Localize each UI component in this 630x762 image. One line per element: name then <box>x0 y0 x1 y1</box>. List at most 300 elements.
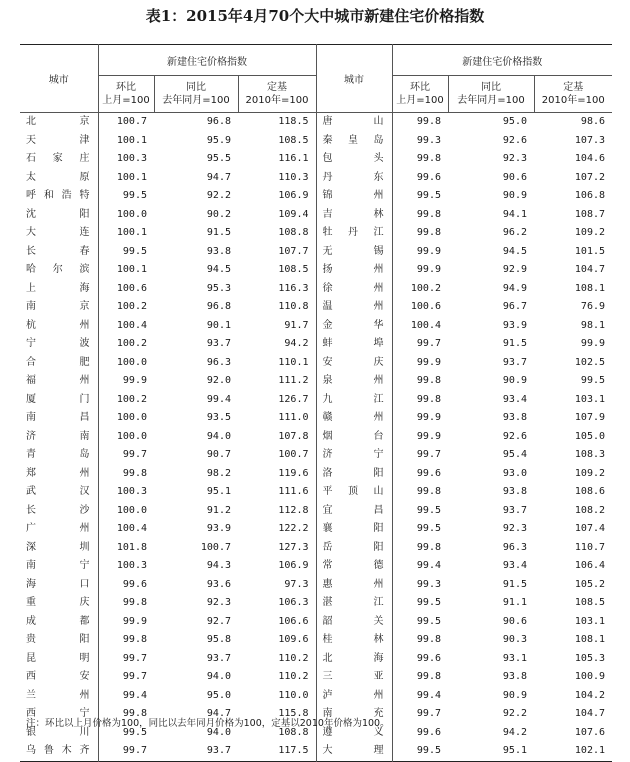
city-name: 北海 <box>322 652 384 664</box>
yoy-value: 92.9 <box>502 264 527 276</box>
table-row <box>20 539 612 558</box>
mom-value: 99.8 <box>98 631 154 650</box>
mom-value: 99.8 <box>392 150 448 169</box>
base-value: 105.2 <box>574 578 606 590</box>
base-value: 109.2 <box>574 227 606 239</box>
yoy-value: 100.7 <box>200 541 231 553</box>
table-row <box>20 594 612 613</box>
table-row <box>20 354 612 373</box>
base-value: 109.2 <box>574 467 606 479</box>
city-name: 湛江 <box>322 597 384 609</box>
yoy-value: 90.6 <box>502 171 527 183</box>
table-row <box>20 335 612 354</box>
yoy-value: 95.9 <box>206 134 231 146</box>
yoy-value: 95.8 <box>206 634 231 646</box>
city-name: 平顶山 <box>322 486 384 498</box>
yoy-value: 94.0 <box>206 671 231 683</box>
city-name: 深圳 <box>26 541 90 553</box>
city-name: 石家庄 <box>26 153 90 165</box>
col-header-sub: 去年同月=100 <box>162 95 230 106</box>
city-name: 郑州 <box>26 467 90 479</box>
base-value: 98.6 <box>580 116 606 128</box>
yoy-value: 92.3 <box>502 523 527 535</box>
table-row <box>20 502 612 521</box>
city-name: 宜昌 <box>322 504 384 516</box>
city-name: 南昌 <box>26 412 90 424</box>
mom-value: 99.5 <box>392 594 448 613</box>
city-name: 蚌埠 <box>322 338 384 350</box>
yoy-value: 94.5 <box>502 245 527 257</box>
yoy-value: 93.8 <box>502 671 527 683</box>
base-value: 100.9 <box>574 671 606 683</box>
mom-value: 99.8 <box>392 668 448 687</box>
mom-value: 99.9 <box>392 243 448 262</box>
base-value: 108.5 <box>238 261 316 280</box>
table-row <box>20 409 612 428</box>
base-value: 106.6 <box>238 613 316 632</box>
yoy-value: 93.5 <box>206 412 231 424</box>
yoy-value: 91.5 <box>502 338 527 350</box>
table-row <box>20 687 612 706</box>
yoy-value: 92.7 <box>206 615 231 627</box>
base-value: 106.4 <box>574 560 606 572</box>
base-value: 101.5 <box>574 245 606 257</box>
mom-value: 99.3 <box>392 576 448 595</box>
base-value: 108.6 <box>574 486 606 498</box>
mom-value: 100.0 <box>98 409 154 428</box>
table-row <box>20 187 612 206</box>
base-value: 106.9 <box>238 557 316 576</box>
base-value: 99.9 <box>580 338 606 350</box>
city-name: 秦皇岛 <box>322 134 384 146</box>
yoy-value: 90.9 <box>502 375 527 387</box>
city-name: 重庆 <box>26 597 90 609</box>
mom-value: 99.9 <box>98 613 154 632</box>
table-row <box>20 150 612 169</box>
page-title: 表1：2015年4月70个大中城市新建住宅价格指数 <box>145 7 485 25</box>
city-name: 厦门 <box>26 393 90 405</box>
table-row <box>20 631 612 650</box>
city-name: 温州 <box>322 301 384 313</box>
yoy-value: 93.8 <box>206 245 231 257</box>
mom-value: 99.9 <box>392 261 448 280</box>
city-name: 成都 <box>26 615 90 627</box>
mom-value: 100.2 <box>98 391 154 410</box>
mom-value: 99.6 <box>98 576 154 595</box>
base-value: 110.0 <box>238 687 316 706</box>
city-name: 西安 <box>26 671 90 683</box>
mom-value: 100.1 <box>98 132 154 151</box>
city-name: 南京 <box>26 301 90 313</box>
city-name: 兰州 <box>26 689 90 701</box>
mom-value: 99.8 <box>392 206 448 225</box>
city-name: 安庆 <box>322 356 384 368</box>
city-name: 天津 <box>26 134 90 146</box>
city-name: 岳阳 <box>322 541 384 553</box>
yoy-value: 93.7 <box>206 745 231 757</box>
yoy-value: 94.9 <box>502 282 527 294</box>
city-name: 长沙 <box>26 504 90 516</box>
mom-value: 99.5 <box>392 502 448 521</box>
mom-value: 99.4 <box>392 557 448 576</box>
table-row <box>20 224 612 243</box>
city-name: 哈尔滨 <box>26 264 90 276</box>
yoy-value: 93.7 <box>502 356 527 368</box>
city-name: 太原 <box>26 171 90 183</box>
table-row <box>20 113 612 132</box>
mom-value: 99.5 <box>392 520 448 539</box>
mom-value: 101.8 <box>98 539 154 558</box>
base-value: 99.5 <box>580 375 606 387</box>
mom-value: 99.9 <box>98 372 154 391</box>
yoy-value: 99.4 <box>206 393 231 405</box>
yoy-value: 90.9 <box>502 190 527 202</box>
city-name: 南宁 <box>26 560 90 572</box>
mom-value: 99.6 <box>392 465 448 484</box>
mom-value: 100.2 <box>98 335 154 354</box>
base-value: 108.5 <box>238 132 316 151</box>
city-name: 济宁 <box>322 449 384 461</box>
yoy-value: 98.2 <box>206 467 231 479</box>
yoy-value: 93.4 <box>502 560 527 572</box>
footnote: 注：环比以上月价格为100，同比以去年同月价格为100，定基以2010年价格为100。 <box>26 718 390 729</box>
yoy-value: 92.3 <box>206 597 231 609</box>
yoy-value: 95.1 <box>502 745 527 757</box>
mom-value: 100.0 <box>98 354 154 373</box>
city-name: 襄阳 <box>322 523 384 535</box>
base-value: 107.9 <box>574 412 606 424</box>
yoy-value: 95.4 <box>502 449 527 461</box>
mom-value: 99.8 <box>392 539 448 558</box>
base-value: 116.1 <box>238 150 316 169</box>
mom-value: 100.2 <box>98 298 154 317</box>
mom-value: 99.8 <box>392 631 448 650</box>
base-value: 104.7 <box>574 264 606 276</box>
col-header-name: 同比 <box>481 82 501 93</box>
mom-value: 99.8 <box>98 705 154 724</box>
base-value: 105.0 <box>574 430 606 442</box>
mom-value: 99.5 <box>98 187 154 206</box>
base-value: 94.2 <box>238 335 316 354</box>
yoy-value: 90.3 <box>502 634 527 646</box>
city-name: 锦州 <box>322 190 384 202</box>
city-name: 合肥 <box>26 356 90 368</box>
table-row <box>20 243 612 262</box>
base-value: 102.5 <box>574 356 606 368</box>
yoy-value: 96.8 <box>206 301 231 313</box>
base-value: 107.7 <box>238 243 316 262</box>
base-value: 107.8 <box>238 428 316 447</box>
base-value: 97.3 <box>238 576 316 595</box>
yoy-value: 90.2 <box>206 208 231 220</box>
yoy-value: 93.7 <box>206 338 231 350</box>
mom-value: 99.5 <box>392 187 448 206</box>
mom-value: 100.2 <box>392 280 448 299</box>
yoy-value: 96.8 <box>206 116 231 128</box>
table-row <box>20 520 612 539</box>
city-name: 唐山 <box>322 116 384 128</box>
city-name: 吉林 <box>322 208 384 220</box>
mom-value: 100.4 <box>98 317 154 336</box>
mom-value: 99.7 <box>98 650 154 669</box>
mom-value: 99.6 <box>392 724 448 743</box>
base-value: 108.1 <box>574 634 606 646</box>
city-name: 乌鲁木齐 <box>26 745 90 757</box>
base-value: 116.3 <box>238 280 316 299</box>
base-value: 91.7 <box>238 317 316 336</box>
city-name: 武汉 <box>26 486 90 498</box>
base-value: 127.3 <box>238 539 316 558</box>
mom-value: 99.7 <box>392 705 448 724</box>
yoy-value: 96.7 <box>502 301 527 313</box>
yoy-value: 96.3 <box>502 541 527 553</box>
group-header-left: 新建住宅价格指数 <box>98 45 316 76</box>
yoy-value: 96.2 <box>502 227 527 239</box>
mom-value: 99.8 <box>98 465 154 484</box>
base-value: 98.1 <box>580 319 606 331</box>
base-value: 110.2 <box>238 668 316 687</box>
yoy-value: 92.2 <box>206 190 231 202</box>
col-header-mom <box>98 76 154 113</box>
table-row <box>20 668 612 687</box>
col-header-name: 同比 <box>186 82 206 93</box>
yoy-value: 93.6 <box>206 578 231 590</box>
city-name: 宁波 <box>26 338 90 350</box>
base-value: 103.1 <box>574 393 606 405</box>
base-value: 104.6 <box>574 153 606 165</box>
city-name: 徐州 <box>322 282 384 294</box>
mom-value: 100.4 <box>392 317 448 336</box>
yoy-value: 93.1 <box>502 652 527 664</box>
mom-value: 99.7 <box>98 668 154 687</box>
table-row <box>20 169 612 188</box>
city-name: 泸州 <box>322 689 384 701</box>
city-name: 无锡 <box>322 245 384 257</box>
yoy-value: 92.3 <box>502 153 527 165</box>
mom-value: 99.4 <box>392 687 448 706</box>
yoy-value: 92.0 <box>206 375 231 387</box>
mom-value: 99.7 <box>392 446 448 465</box>
table-row <box>20 465 612 484</box>
table-row <box>20 372 612 391</box>
table-row <box>20 428 612 447</box>
base-value: 118.5 <box>238 113 316 132</box>
mom-value: 99.7 <box>98 446 154 465</box>
mom-value: 99.8 <box>392 391 448 410</box>
mom-value: 99.5 <box>392 742 448 761</box>
base-value: 107.4 <box>574 523 606 535</box>
yoy-value: 92.6 <box>502 134 527 146</box>
mom-value: 99.3 <box>392 132 448 151</box>
city-name: 三亚 <box>322 671 384 683</box>
mom-value: 100.0 <box>98 206 154 225</box>
city-name: 赣州 <box>322 412 384 424</box>
mom-value: 99.8 <box>98 594 154 613</box>
mom-value: 100.6 <box>392 298 448 317</box>
city-header-left: 城市 <box>20 45 98 113</box>
mom-value: 100.3 <box>98 557 154 576</box>
yoy-value: 93.9 <box>206 523 231 535</box>
mom-value: 100.3 <box>98 483 154 502</box>
table-row <box>20 742 612 761</box>
col-header-name: 定基 <box>267 82 287 93</box>
city-name: 金华 <box>322 319 384 331</box>
city-name: 惠州 <box>322 578 384 590</box>
mom-value: 100.1 <box>98 224 154 243</box>
city-name: 北京 <box>26 116 90 128</box>
table-row <box>20 298 612 317</box>
yoy-value: 90.9 <box>502 689 527 701</box>
city-name: 昆明 <box>26 652 90 664</box>
city-name: 济南 <box>26 430 90 442</box>
base-value: 105.3 <box>574 652 606 664</box>
yoy-value: 93.0 <box>502 467 527 479</box>
mom-value: 99.6 <box>392 169 448 188</box>
mom-value: 100.0 <box>98 428 154 447</box>
group-header-right: 新建住宅价格指数 <box>392 45 612 76</box>
yoy-value: 93.7 <box>502 504 527 516</box>
yoy-value: 93.8 <box>502 486 527 498</box>
table-row <box>20 132 612 151</box>
yoy-value: 90.7 <box>206 449 231 461</box>
mom-value: 100.0 <box>98 502 154 521</box>
city-name: 长春 <box>26 245 90 257</box>
table-row <box>20 280 612 299</box>
yoy-value: 91.5 <box>206 227 231 239</box>
city-name: 牡丹江 <box>322 227 384 239</box>
col-header-base <box>534 76 612 113</box>
col-header-yoy <box>154 76 238 113</box>
base-value: 106.3 <box>238 594 316 613</box>
base-value: 108.8 <box>238 724 316 743</box>
yoy-value: 94.0 <box>206 430 231 442</box>
base-value: 108.5 <box>574 597 606 609</box>
city-name: 杭州 <box>26 319 90 331</box>
yoy-value: 93.9 <box>502 319 527 331</box>
price-index-table <box>20 44 612 762</box>
city-name: 桂林 <box>322 634 384 646</box>
mom-value: 99.5 <box>98 724 154 743</box>
city-name: 韶关 <box>322 615 384 627</box>
city-name: 九江 <box>322 393 384 405</box>
table-row <box>20 391 612 410</box>
col-header-sub: 2010年=100 <box>245 95 309 106</box>
yoy-value: 95.3 <box>206 282 231 294</box>
base-value: 110.1 <box>238 354 316 373</box>
mom-value: 100.4 <box>98 520 154 539</box>
yoy-value: 94.0 <box>206 726 231 738</box>
city-name: 广州 <box>26 523 90 535</box>
base-value: 108.2 <box>574 504 606 516</box>
mom-value: 99.7 <box>392 335 448 354</box>
base-value: 109.4 <box>238 206 316 225</box>
city-name: 南充 <box>322 708 384 720</box>
base-value: 100.7 <box>238 446 316 465</box>
city-name: 呼和浩特 <box>26 190 90 202</box>
yoy-value: 94.3 <box>206 560 231 572</box>
base-value: 111.0 <box>238 409 316 428</box>
city-name: 青岛 <box>26 449 90 461</box>
yoy-value: 93.8 <box>502 412 527 424</box>
base-value: 102.1 <box>574 745 606 757</box>
base-value: 110.2 <box>238 650 316 669</box>
col-header-yoy <box>448 76 534 113</box>
city-name: 包头 <box>322 153 384 165</box>
city-name: 大连 <box>26 227 90 239</box>
yoy-value: 93.7 <box>206 652 231 664</box>
city-name: 贵阳 <box>26 634 90 646</box>
base-value: 111.2 <box>238 372 316 391</box>
city-name: 常德 <box>322 560 384 572</box>
table-row <box>20 317 612 336</box>
col-header-name: 定基 <box>563 82 584 93</box>
yoy-value: 94.5 <box>206 264 231 276</box>
base-value: 119.6 <box>238 465 316 484</box>
base-value: 110.8 <box>238 298 316 317</box>
yoy-value: 92.6 <box>502 430 527 442</box>
table-row <box>20 446 612 465</box>
base-value: 115.8 <box>238 705 316 724</box>
mom-value: 99.5 <box>98 243 154 262</box>
base-value: 107.6 <box>574 726 606 738</box>
city-name: 上海 <box>26 282 90 294</box>
yoy-value: 91.1 <box>502 597 527 609</box>
base-value: 109.6 <box>238 631 316 650</box>
yoy-value: 94.7 <box>206 171 231 183</box>
yoy-value: 95.0 <box>206 689 231 701</box>
col-header-name: 环比 <box>116 82 136 93</box>
base-value: 106.9 <box>238 187 316 206</box>
yoy-value: 94.7 <box>206 708 231 720</box>
city-name: 海口 <box>26 578 90 590</box>
city-name: 洛阳 <box>322 467 384 479</box>
yoy-value: 90.6 <box>502 615 527 627</box>
mom-value: 99.9 <box>392 428 448 447</box>
city-name: 福州 <box>26 375 90 387</box>
city-name: 扬州 <box>322 264 384 276</box>
base-value: 104.2 <box>574 689 606 701</box>
yoy-value: 95.0 <box>502 116 527 128</box>
col-header-name: 环比 <box>410 82 430 93</box>
mom-value: 99.8 <box>392 372 448 391</box>
yoy-value: 95.1 <box>206 486 231 498</box>
col-header-sub: 上月=100 <box>102 95 150 106</box>
mom-value: 99.9 <box>392 409 448 428</box>
base-value: 108.3 <box>574 449 606 461</box>
mom-value: 99.8 <box>392 483 448 502</box>
base-value: 117.5 <box>238 742 316 761</box>
table-row <box>20 261 612 280</box>
base-value: 110.3 <box>238 169 316 188</box>
yoy-value: 94.1 <box>502 208 527 220</box>
mom-value: 99.9 <box>392 354 448 373</box>
mom-value: 100.1 <box>98 261 154 280</box>
base-value: 110.7 <box>574 541 606 553</box>
base-value: 108.1 <box>574 282 606 294</box>
yoy-value: 96.3 <box>206 356 231 368</box>
mom-value: 100.1 <box>98 169 154 188</box>
yoy-value: 91.5 <box>502 578 527 590</box>
base-value: 107.3 <box>574 134 606 146</box>
table-row <box>20 576 612 595</box>
table-row <box>20 206 612 225</box>
yoy-value: 93.4 <box>502 393 527 405</box>
base-value: 126.7 <box>238 391 316 410</box>
city-name: 泉州 <box>322 375 384 387</box>
base-value: 107.2 <box>574 171 606 183</box>
col-header-sub: 去年同月=100 <box>457 95 525 106</box>
yoy-value: 91.2 <box>206 504 231 516</box>
